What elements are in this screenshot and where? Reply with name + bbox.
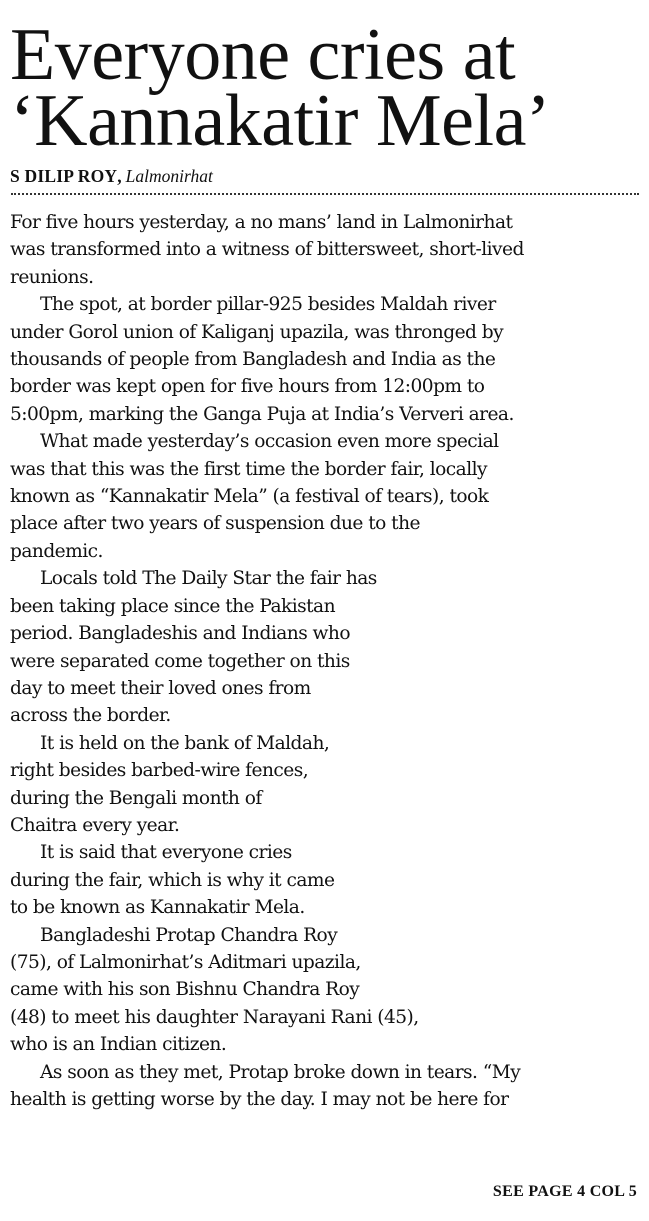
body-line: It is said that everyone cries xyxy=(40,842,292,864)
paragraph xyxy=(10,839,640,921)
body-line: was transformed into a witness of bittersweet, short-lived xyxy=(10,239,524,261)
body-line: pandemic. xyxy=(10,540,103,562)
byline xyxy=(10,165,640,187)
paragraph xyxy=(10,291,640,428)
body-line: who is an Indian citizen. xyxy=(10,1034,227,1056)
body-line: thousands of people from Bangladesh and India as the xyxy=(10,349,496,371)
body-line: It is held on the bank of Maldah, xyxy=(40,732,330,754)
body-line: place after two years of suspension due to the xyxy=(10,513,420,535)
body-line: (75), of Lalmonirhat’s Aditmari upazila, xyxy=(10,951,361,973)
body-line: been taking place since the Pakistan xyxy=(10,595,336,617)
body-line: border was kept open for five hours from 12:00pm to xyxy=(10,376,485,398)
body-line: under Gorol union of Kaliganj upazila, was thronged by xyxy=(10,321,504,343)
body-line: to be known as Kannakatir Mela. xyxy=(10,897,305,919)
news-article xyxy=(10,0,640,1113)
byline-location: Lalmonirhat xyxy=(125,166,213,186)
paragraph xyxy=(10,209,640,291)
article-body xyxy=(10,209,640,1113)
headline-line: ‘Kannakatir Mela’ xyxy=(10,80,551,162)
continued-jump-line: SEE PAGE 4 COL 5 xyxy=(492,1183,637,1200)
dotted-divider xyxy=(11,193,639,195)
body-line: came with his son Bishnu Chandra Roy xyxy=(10,979,360,1001)
body-line: were separated come together on this xyxy=(10,650,350,672)
body-line: The spot, at border pillar-925 besides Maldah river xyxy=(40,294,496,316)
paragraph xyxy=(10,922,640,1059)
paragraph xyxy=(10,1059,640,1114)
paragraph xyxy=(10,565,640,729)
body-line: right besides barbed-wire fences, xyxy=(10,760,309,782)
paragraph xyxy=(10,730,640,840)
byline-separator: , xyxy=(117,166,122,186)
byline-author: S DILIP ROY xyxy=(10,166,118,186)
body-line: was that this was the first time the border fair, locally xyxy=(10,458,487,480)
body-line: Bangladeshi Protap Chandra Roy xyxy=(40,924,338,946)
body-line: reunions. xyxy=(10,266,94,288)
body-line: As soon as they met, Protap broke down in tears. “My xyxy=(40,1061,521,1083)
body-line: period. Bangladeshis and Indians who xyxy=(10,623,350,645)
headline xyxy=(10,0,640,162)
body-line: 5:00pm, marking the Ganga Puja at India’s Ververi area. xyxy=(10,403,514,425)
body-line: during the Bengali month of xyxy=(10,787,262,809)
paragraph xyxy=(10,428,640,565)
body-line: day to meet their loved ones from xyxy=(10,677,311,699)
body-line: known as “Kannakatir Mela” (a festival of tears), took xyxy=(10,486,489,508)
body-line: Chaitra every year. xyxy=(10,814,180,836)
body-line: health is getting worse by the day. I may not be here for xyxy=(10,1089,509,1110)
body-line: (48) to meet his daughter Narayani Rani (45), xyxy=(10,1006,419,1028)
headline-line: Everyone cries at xyxy=(10,14,516,96)
body-line: Locals told The Daily Star the fair has xyxy=(40,568,377,590)
body-line: For five hours yesterday, a no mans’ land in Lalmonirhat xyxy=(10,212,513,233)
body-line: across the border. xyxy=(10,705,171,727)
body-line: What made yesterday’s occasion even more special xyxy=(40,431,499,453)
body-line: during the fair, which is why it came xyxy=(10,869,335,891)
